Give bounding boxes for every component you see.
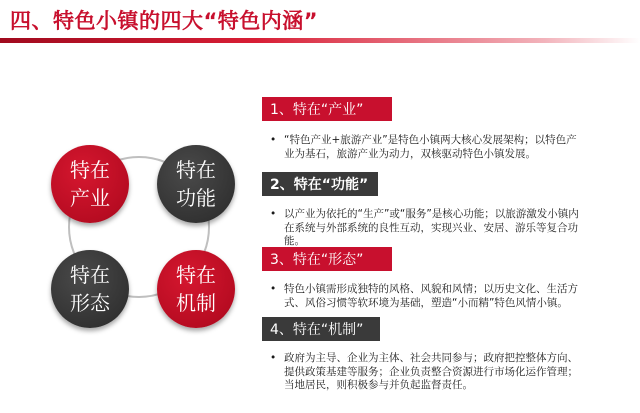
circle-mechanism-line1: 特在 [176, 263, 216, 287]
circle-mechanism [157, 250, 235, 328]
circle-function-line2: 功能 [176, 186, 216, 210]
section-body: “特色产业+旅游产业”是特色小镇两大核心发展架构；以特色产业为基石，旅游产业为动力，双核驱动特色小镇发展。 [284, 134, 577, 160]
section-heading-function: 2、特在“功能” [262, 172, 378, 196]
circle-mechanism-line2: 机制 [176, 291, 216, 315]
circle-function-line1: 特在 [176, 158, 216, 182]
section-text-industry [270, 134, 586, 161]
section-body: 以产业为依托的“生产”或“服务”是核心功能；以旅游激发小镇内在系统与外部系统的良性互动，实现兴业、安居、游乐等复合功能。 [284, 208, 579, 247]
circle-industry [51, 145, 129, 223]
slide-title: 四、特色小镇的四大“特色内涵” [10, 9, 319, 33]
bullet-marker: • [270, 283, 277, 295]
bullet-marker: • [270, 208, 277, 220]
section-heading-form: 3、特在“形态” [262, 247, 392, 271]
circle-industry-line1: 特在 [70, 158, 110, 182]
section-text-form [270, 283, 586, 310]
circle-function [157, 145, 235, 223]
section-body: 特色小镇需形成独特的风格、风貌和风情；以历史文化、生活方式、风俗习惯等软环境为基础，塑造“小而精”特色风情小镇。 [284, 283, 578, 309]
section-text-mechanism [270, 352, 586, 393]
title-underline [0, 38, 640, 43]
section-body: 政府为主导、企业为主体、社会共同参与；政府把控整体方向、提供政策基建等服务；企业负责整合资源进行市场化运作管理；当地居民，则积极参与并负起监督责任。 [284, 352, 578, 391]
bullet-marker: • [270, 352, 277, 364]
circle-form-line2: 形态 [70, 291, 110, 315]
circle-form [51, 250, 129, 328]
circle-form-line1: 特在 [70, 263, 110, 287]
bullet-marker: • [270, 134, 277, 146]
section-heading-mechanism: 4、特在“机制” [262, 317, 380, 341]
section-text-function [270, 208, 586, 249]
section-heading-industry: 1、特在“产业” [262, 97, 392, 121]
circle-industry-line2: 产业 [70, 186, 110, 210]
